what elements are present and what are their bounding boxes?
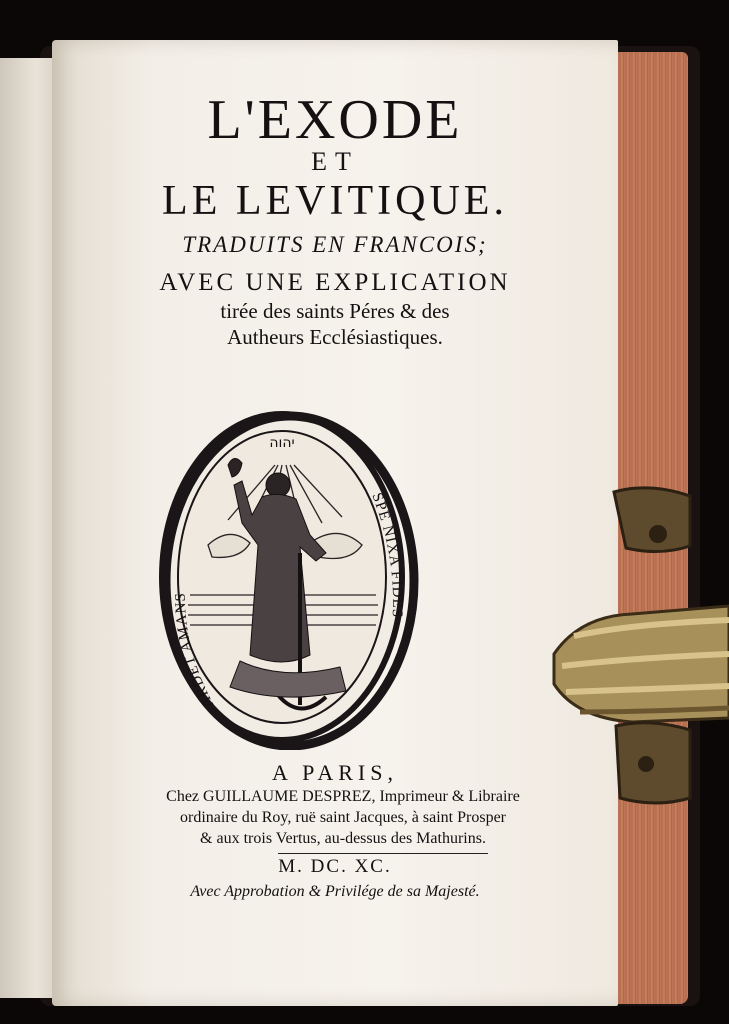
- emblem-right-motto: SPE NIXA FIDES: [368, 490, 406, 619]
- imprint-city: A PARIS,: [271, 760, 398, 785]
- imprint-publisher-3: & aux trois Vertus, au-dessus des Mathurins.: [200, 830, 486, 847]
- printer-device-emblem: [150, 405, 420, 750]
- title-exode: L'EXODE: [207, 89, 463, 151]
- imprint-year: M. DC. XC.: [278, 856, 392, 877]
- subtitle-traduits: TRADUITS EN FRANCOIS;: [182, 232, 488, 257]
- title-block: [52, 90, 618, 350]
- subtitle-explication: AVEC UNE EXPLICATION: [159, 269, 511, 296]
- imprint-publisher-1: Chez GUILLAUME DESPREZ, Imprimeur & Libraire: [166, 788, 520, 805]
- brass-clasp: [540, 486, 729, 816]
- title-levitique: LE LEVITIQUE.: [162, 178, 508, 224]
- imprint-publisher-2: ordinaire du Roy, ruë saint Jacques, à saint Prosper: [180, 809, 506, 826]
- imprint-privilege: Avec Approbation & Privilége de sa Majesté.: [190, 883, 480, 900]
- emblem-left-motto: ARDET AMANS: [172, 592, 218, 711]
- imprint-block: [52, 760, 618, 904]
- title-et: ET: [311, 147, 359, 176]
- divider-rule: [278, 853, 488, 854]
- subtitle-line2: tirée des saints Péres & des: [220, 299, 450, 323]
- left-page-edge: [0, 58, 60, 998]
- subtitle-line3: Autheurs Ecclésiastiques.: [227, 325, 443, 349]
- emblem-top-text: יהוה: [269, 435, 295, 451]
